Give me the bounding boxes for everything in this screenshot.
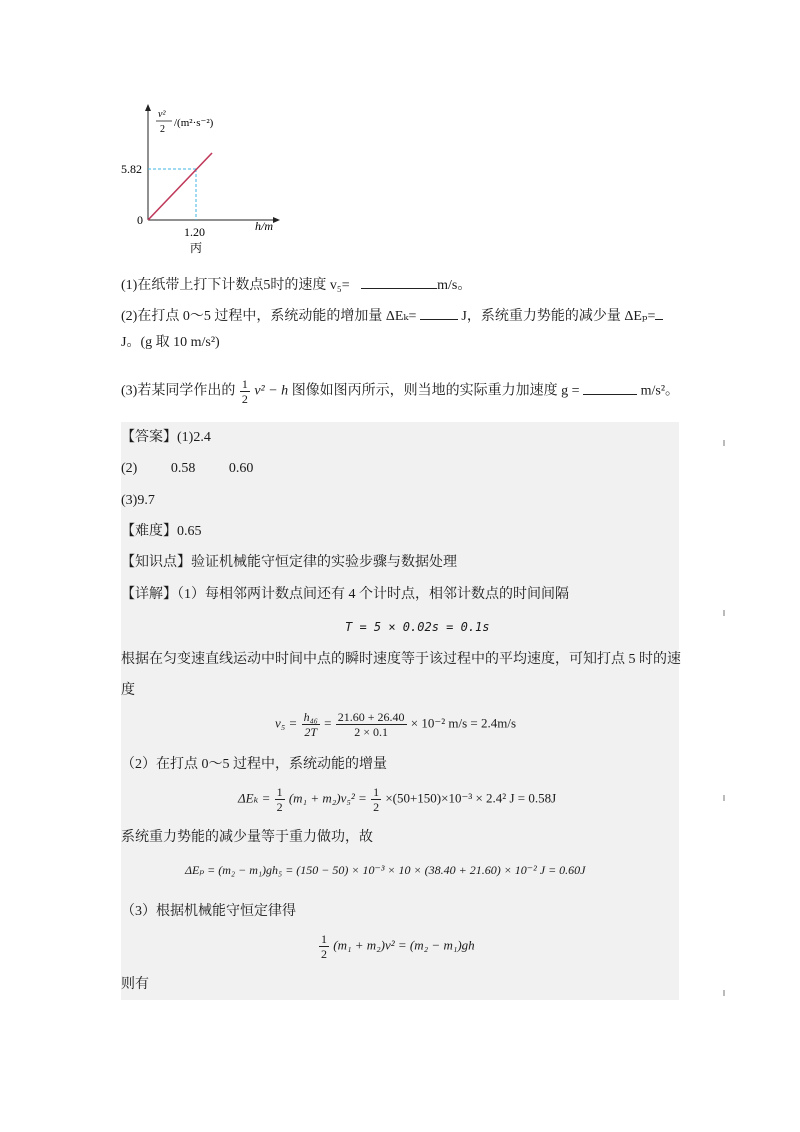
x-axis-label: h/m [255,219,273,233]
margin-mark [723,440,725,446]
formula-conservation: $\frac{1}{2}$ (m₁ + m₂)v² = (m₂ − m₁)gh [321,932,475,961]
q2-text: (2)在打点 0～5 过程中，系统动能的增加量 ΔEₖ= [121,309,417,324]
y-tick-label: 5.82 [121,162,142,176]
q3-text: (3)若某同学作出的 [121,383,236,399]
detail-1: 【详解】（1）每相邻两计数点间还有 4 个计时点，相邻计数点的时间间隔 [121,587,569,602]
q3-blank [583,380,637,395]
q3-fraction: $\frac{1}{2}$ [241,377,248,406]
q2-blank-ep [655,305,663,320]
answer-line-3: (3)9.7 [121,493,155,508]
answer-label: 【答案】(1)2.4 [121,430,211,445]
q3-suffix: 图像如图丙所示，则当地的实际重力加速度 g = [291,383,580,399]
origin-label: 0 [137,213,143,227]
graph-svg [118,104,288,264]
data-line [148,153,212,220]
detail-6: 则有 [121,977,149,992]
graph-bing [118,104,288,264]
knowledge-point: 【知识点】验证机械能守恒定律的实验步骤与数据处理 [121,555,457,570]
q1-blank [361,274,437,289]
answer-line-2: (2) 0.58 0.60 [121,461,254,476]
margin-mark [723,795,725,801]
y-label-den: 2 [160,124,165,135]
y-axis-arrow [145,104,151,111]
y-label-unit: /(m²·s⁻²) [174,117,214,129]
question-2 [121,305,663,327]
detail-2a: 根据在匀变速直线运动中时间中点的瞬时速度等于该过程中的平均速度，可知打点 5 时的速 [121,652,681,667]
q1-unit: m/s。 [437,278,472,293]
detail-4: 系统重力势能的减少量等于重力做功，故 [121,830,373,845]
q3-unit: m/s²。 [640,383,680,399]
x-tick-label: 1.20 [184,225,205,239]
x-axis-arrow [273,217,280,223]
formula-v5: v₅ = $\frac{\text{h₄₆}}{2T}$ = $\frac{21.60 + 26.40}{2 \times 0.1}$ × 10⁻² m/s = 2.4m/s [275,710,517,739]
y-label-num: v² [158,109,166,120]
question-1 [121,274,471,296]
question-2-line2: J。(g 取 10 m/s²) [121,335,220,350]
q3-expr: v² − h [254,383,289,399]
q1-text: (1)在纸带上打下计数点5时的速度 v₅= [121,278,350,293]
difficulty: 【难度】0.65 [121,524,202,539]
margin-mark [723,610,725,616]
formula-ep: ΔEₚ = (m₂ − m₁)gh₅ = (150 − 50) × 10⁻³ × 10 × (38.40 + 21.60) × 10⁻² J = 0.60J [185,863,586,877]
q2-mid: J，系统重力势能的减少量 ΔEₚ= [461,309,656,324]
q2-blank-ek [420,305,458,320]
detail-5: （3）根据机械能守恒定律得 [121,904,296,919]
margin-mark [723,990,725,996]
formula-T: T = 5 × 0.02s = 0.1s [345,620,490,634]
question-3 [121,377,679,406]
detail-2b: 度 [121,683,135,698]
graph-caption: 丙 [190,241,203,255]
detail-3: （2）在打点 0～5 过程中，系统动能的增量 [121,757,387,772]
formula-ek: ΔEₖ = $\frac{1}{2}$ (m₁ + m₂)v₅² = $\frac{1}{2}$ ×(50+150)×10⁻³ × 2.4² J = 0.58J [238,785,557,814]
